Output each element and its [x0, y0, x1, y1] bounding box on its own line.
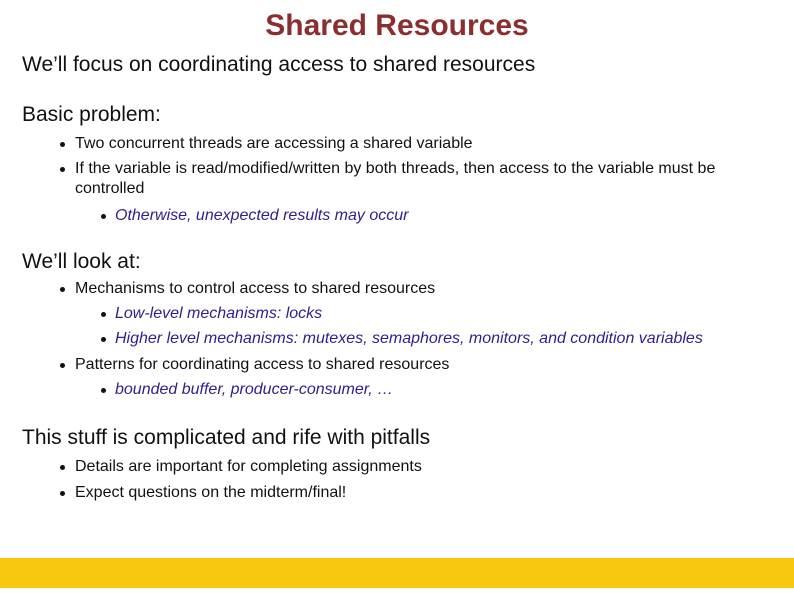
bullet-dot-icon [60, 167, 65, 172]
bullet-text: Patterns for coordinating access to shared resources [75, 356, 450, 373]
sub-bullet-text: Higher level mechanisms: mutexes, semaphores, monitors, and condition variables [115, 330, 703, 347]
bullet-dot-icon [101, 214, 106, 219]
bullet-item [75, 134, 473, 154]
bullet-text: Mechanisms to control access to shared resources [75, 280, 436, 297]
section-heading-basic-problem: Basic problem: [22, 103, 161, 126]
footer-bar [0, 558, 794, 588]
sub-bullet-text: Low-level mechanisms: locks [115, 305, 323, 322]
bullet-text: If the variable is read/modified/written by both threads, then access to the variable must be controlled [75, 160, 716, 197]
bullet-item [75, 457, 422, 477]
section-heading-look-at: We’ll look at: [22, 250, 141, 273]
section-heading-complicated: This stuff is complicated and rife with pitfalls [22, 426, 431, 449]
intro-text: We’ll focus on coordinating access to shared resources [22, 53, 536, 76]
bullet-dot-icon [60, 142, 65, 147]
sub-bullet-text: bounded buffer, producer-consumer, … [115, 381, 394, 398]
bullet-text: Expect questions on the midterm/final! [75, 484, 347, 501]
bullet-text: Details are important for completing assignments [75, 458, 422, 475]
sub-bullet-item [115, 380, 393, 400]
sub-bullet-item [115, 304, 322, 324]
bullet-item [75, 279, 435, 299]
bullet-dot-icon [101, 312, 106, 317]
sub-bullet-item [115, 329, 703, 349]
bullet-item [75, 355, 449, 375]
bullet-dot-icon [101, 337, 106, 342]
bullet-dot-icon [60, 287, 65, 292]
bullet-dot-icon [60, 465, 65, 470]
slide-title: Shared Resources [265, 9, 529, 42]
bullet-dot-icon [60, 491, 65, 496]
bullet-dot-icon [60, 363, 65, 368]
bullet-dot-icon [101, 388, 106, 393]
bullet-item [75, 159, 775, 199]
bullet-item [75, 483, 346, 503]
bullet-text: Two concurrent threads are accessing a shared variable [75, 135, 473, 152]
sub-bullet-item [115, 206, 408, 226]
sub-bullet-text: Otherwise, unexpected results may occur [115, 207, 409, 224]
